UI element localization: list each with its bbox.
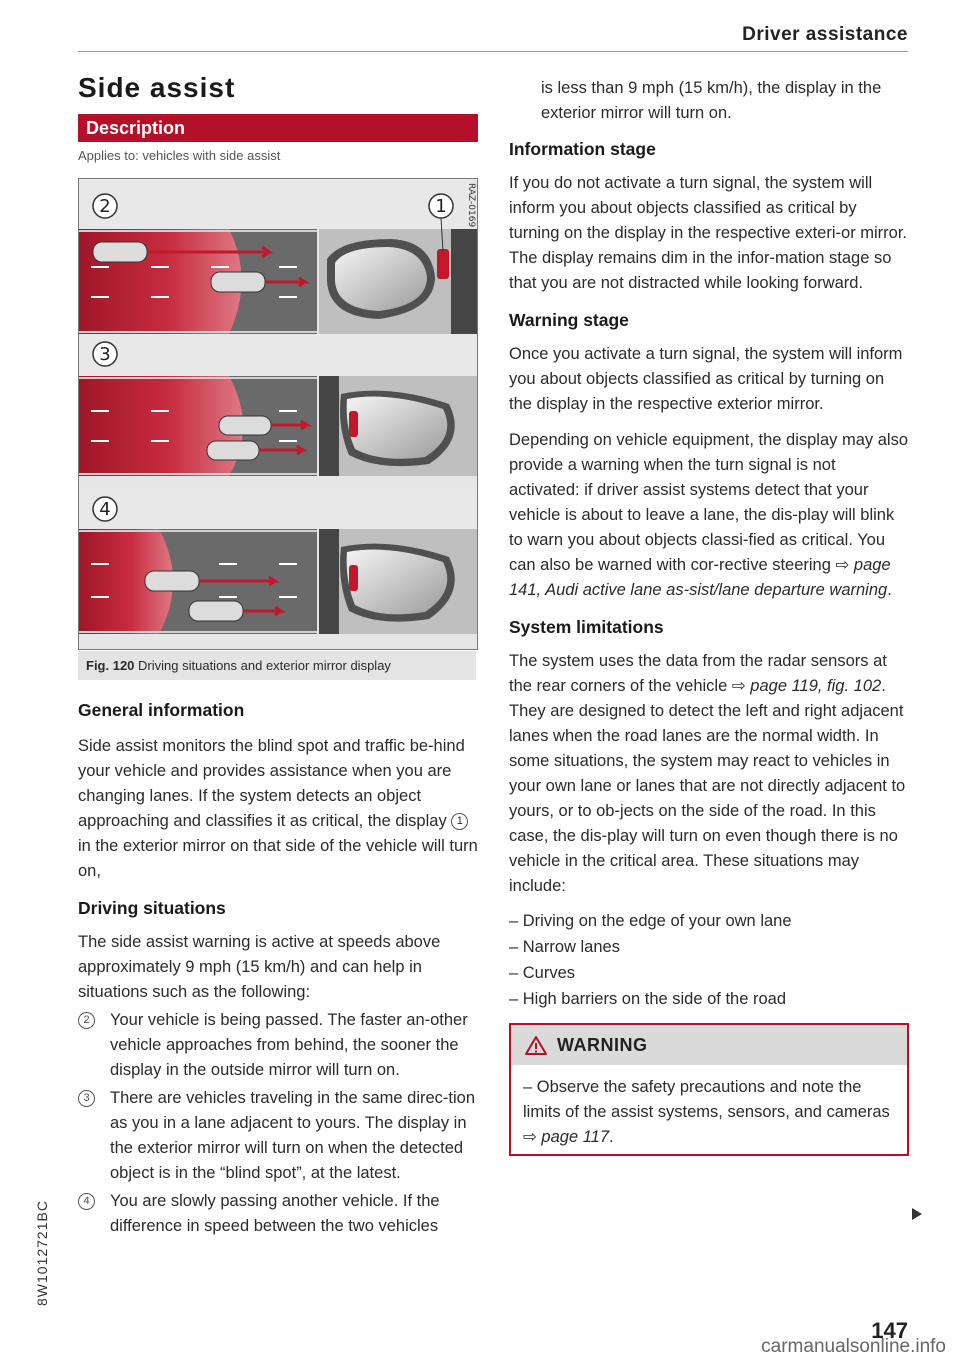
car-own-vehicle bbox=[189, 601, 243, 621]
list-item-text: There are vehicles traveling in the same direc-tion as you in a lane adjacent to yours. The display in the exterior mirror will turn on when the detected object is in the “blind spot”, at the latest. bbox=[110, 1089, 476, 1182]
warning-text-end: . bbox=[609, 1128, 614, 1146]
warning-title: WARNING bbox=[557, 1034, 648, 1055]
list-item bbox=[78, 1008, 478, 1083]
list-item-text: You are slowly passing another vehicle. If the difference in speed between the two vehicles bbox=[110, 1192, 440, 1235]
figure-caption bbox=[78, 651, 476, 680]
list-item: – Curves bbox=[509, 964, 576, 982]
car-overtaking-fast bbox=[93, 242, 147, 262]
side-document-code: 8W1012721BC bbox=[34, 1200, 50, 1306]
limitations-text-part-a: The system uses the data from the radar sensors at the rear corners of the vehicle bbox=[509, 652, 887, 695]
radar-sensors-page-link[interactable]: ⇨ page 119, fig. 102 bbox=[731, 677, 882, 695]
figure-label-2: 2 bbox=[99, 196, 111, 217]
warning-stage-heading: Warning stage bbox=[509, 310, 629, 330]
list-item-number: 3 bbox=[78, 1090, 95, 1107]
warning-body bbox=[511, 1065, 907, 1154]
figure-code: RAZ-0169 bbox=[466, 183, 476, 228]
panel-2-road bbox=[79, 229, 317, 334]
car-being-passed bbox=[145, 571, 199, 591]
warning-stage-text-2-part-a: Depending on vehicle equipment, the display may also provide a warning when the turn signal is not activated: if driver assist systems detect that your vehicle is about to leave a lane, the dis-play will blink to warn you about objects classi-fied as critical. You can also be warned with cor-rective steering bbox=[509, 431, 908, 574]
car-blind-spot-1 bbox=[219, 416, 271, 435]
footer-watermark: carmanualsonline.info bbox=[761, 1336, 946, 1357]
list-item bbox=[78, 1189, 478, 1239]
driving-situations-heading: Driving situations bbox=[78, 898, 226, 918]
lane-assist-page-link[interactable]: ⇨ page 141, Audi active lane as-sist/lane departure warning bbox=[509, 556, 891, 599]
figure-caption-text: Driving situations and exterior mirror display bbox=[138, 658, 391, 673]
applies-to-note: Applies to: vehicles with side assist bbox=[78, 148, 281, 163]
warning-triangle-icon bbox=[525, 1035, 547, 1055]
panel-4-road bbox=[79, 529, 317, 634]
driving-situations-intro: The side assist warning is active at speeds above approximately 9 mph (15 km/h) and can help in situations such as the following: bbox=[78, 933, 441, 1001]
warning-stage-text-2 bbox=[509, 428, 909, 603]
system-limitations-text bbox=[509, 649, 909, 899]
list-item: – High barriers on the side of the road bbox=[509, 990, 786, 1008]
description-bar: Description bbox=[78, 114, 478, 142]
figure-label-3: 3 bbox=[99, 344, 111, 365]
panel-3-road bbox=[79, 376, 317, 476]
panel-3-header-area bbox=[79, 334, 477, 376]
system-limitations-heading: System limitations bbox=[509, 617, 664, 637]
information-stage-text: If you do not activate a turn signal, the system will inform you about objects classified as critical by turning on the display in the respective exteri-or mirror. The display remains dim in the infor-mation stage so that you are not distracted while looking forward. bbox=[509, 174, 908, 292]
warning-stage-text-2-end: . bbox=[887, 581, 892, 599]
header-rule bbox=[78, 51, 908, 52]
section-title: Side assist bbox=[78, 72, 236, 103]
list-item-text: Your vehicle is being passed. The faster an-other vehicle approaches from behind, the sooner the display in the outside mirror will turn on. bbox=[110, 1011, 468, 1079]
page-number: 147 bbox=[871, 1318, 908, 1343]
safety-page-link[interactable]: ⇨ page 117 bbox=[523, 1128, 610, 1146]
page-header-title: Driver assistance bbox=[742, 24, 908, 45]
car-overtaking bbox=[211, 272, 265, 292]
continued-arrow-icon bbox=[912, 1208, 922, 1220]
list-item-number: 2 bbox=[78, 1012, 95, 1029]
figure-label-1: 1 bbox=[435, 196, 447, 217]
driving-situations-illustration bbox=[79, 179, 477, 649]
car-blind-spot-2 bbox=[207, 441, 259, 460]
callout-1-marker: 1 bbox=[451, 813, 468, 830]
panel-2-mirror bbox=[319, 229, 477, 334]
list-item bbox=[78, 1086, 478, 1186]
list-item: – Driving on the edge of your own lane bbox=[509, 912, 792, 930]
panel-4-header-area bbox=[79, 489, 477, 529]
panel-2-header-area bbox=[79, 179, 477, 229]
warning-text: – Observe the safety precautions and note the limits of the assist systems, sensors, and cameras bbox=[523, 1078, 890, 1121]
panel-3-mirror bbox=[319, 376, 477, 476]
warning-stage-text-1: Once you activate a turn signal, the system will inform you about objects classified as critical by turning on the display in the respective exterior mirror. bbox=[509, 345, 903, 413]
information-stage-heading: Information stage bbox=[509, 139, 656, 159]
figure-label-4: 4 bbox=[99, 499, 111, 520]
general-text-part-b: in the exterior mirror on that side of the vehicle will turn on, bbox=[78, 837, 478, 880]
figure-caption-label: Fig. 120 bbox=[86, 658, 135, 673]
limitations-list bbox=[509, 908, 909, 1012]
general-text-part-a: Side assist monitors the blind spot and traffic be-hind your vehicle and provides assistance when you are changing lanes. If the system detects an object approaching and classifies it as critical, the display bbox=[78, 737, 465, 830]
situation-4-continuation: is less than 9 mph (15 km/h), the display in the exterior mirror will turn on. bbox=[541, 79, 882, 122]
limitations-text-part-b: . They are designed to detect the left and right adjacent lanes when the road lanes are the normal width. In some situations, the system may react to vehicles in your own lane or lanes that are not directly adjacent to yours, or to ob-jects on the side of the road. In this case, the dis-play will turn on even though there is no vehicle in the critical area. These situations may include: bbox=[509, 677, 906, 895]
right-column bbox=[509, 76, 909, 1156]
general-information-heading: General information bbox=[78, 700, 245, 720]
panel-4-mirror bbox=[319, 529, 477, 634]
left-column bbox=[78, 72, 478, 1239]
list-item: – Narrow lanes bbox=[509, 938, 620, 956]
driving-situations-list bbox=[78, 1008, 478, 1239]
general-information-text bbox=[78, 734, 478, 884]
list-item-number: 4 bbox=[78, 1193, 95, 1210]
warning-box bbox=[509, 1023, 909, 1156]
warning-header bbox=[511, 1025, 907, 1065]
figure-120 bbox=[78, 178, 478, 650]
